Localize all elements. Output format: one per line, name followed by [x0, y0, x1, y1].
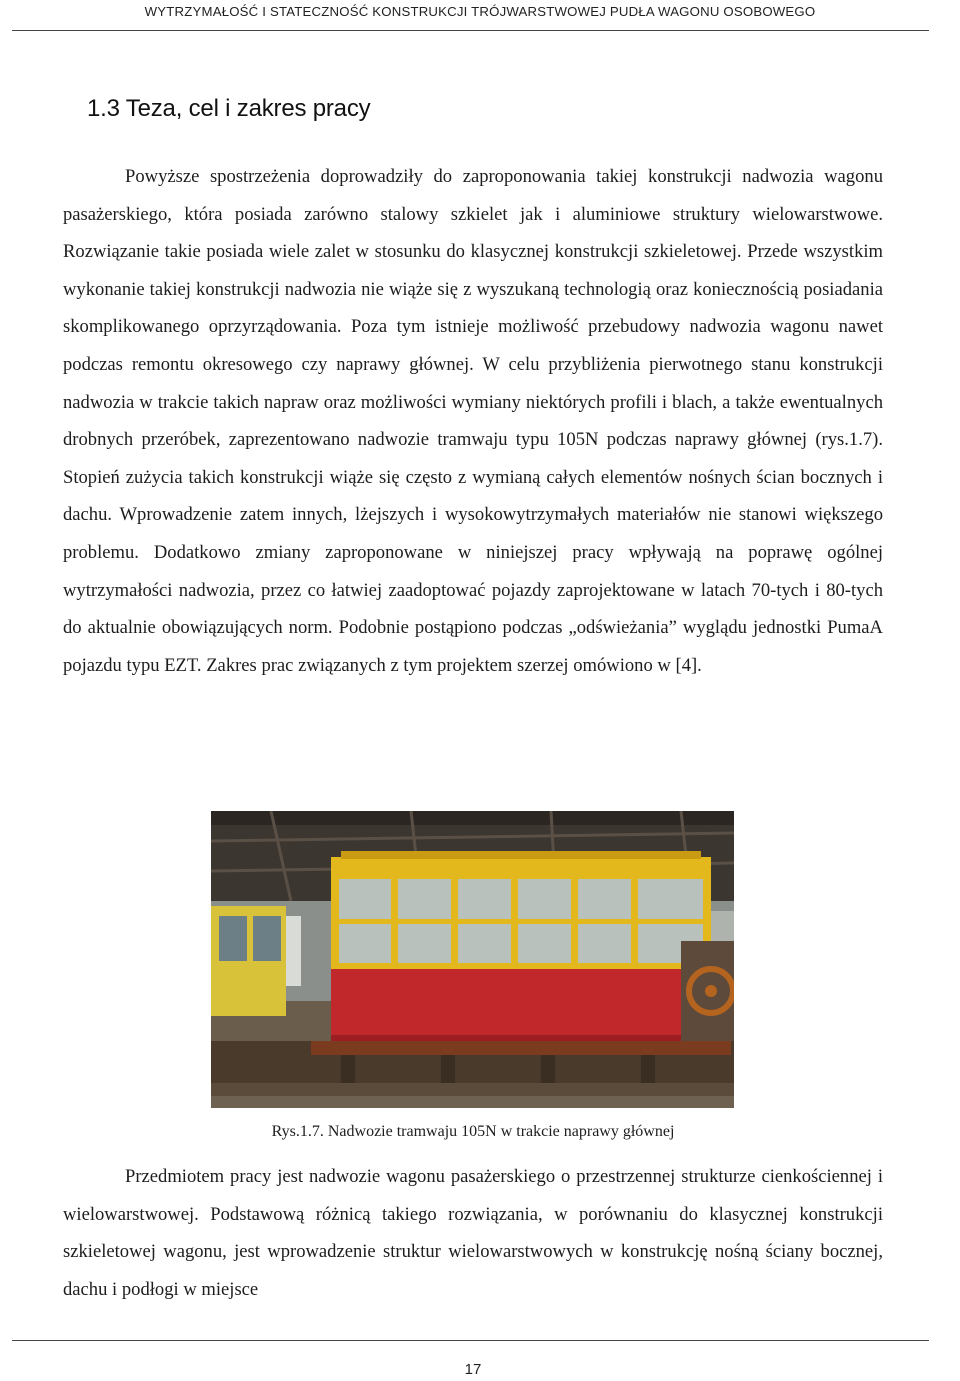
tram-photo-illustration — [211, 811, 734, 1108]
figure-caption: Rys.1.7. Nadwozie tramwaju 105N w trakcie naprawy głównej — [271, 1123, 675, 1140]
running-header: WYTRZYMAŁOŚĆ I STATECZNOŚĆ KONSTRUKCJI TRÓJWARSTWOWEJ PUDŁA WAGONU OSOBOWEGO — [144, 4, 816, 19]
footer-rule — [12, 1340, 929, 1341]
page-number: 17 — [464, 1361, 482, 1378]
paragraph-thesis: Powyższe spostrzeżenia doprowadziły do zaproponowania takiej konstrukcji nadwozia wagonu pasażerskiego, która posiada zarówno stalowy szkielet jak i aluminiowe struktury wielowarstwowe. Rozwiązanie takie posiada wiele zalet w stosunku do klasycznej konstrukcji szkieletowej. Przede wszystkim wykonanie takiej konstrukcji nadwozia nie wiąże się z wyszukaną technologią oraz koniecznością posiadania skomplikowanego oprzyrządowania. Poza tym istnieje możliwość przebudowy nadwozia wagonu nawet podczas remontu okresowego czy naprawy głównej. W celu przybliżenia pierwotnego stanu konstrukcji nadwozia w trakcie takich napraw oraz możliwości wymiany niektórych profili i blach, a także ewentualnych drobnych przeróbek, zaprezentowano nadwozie tramwaju typu 105N podczas naprawy głównej (rys.1.7). Stopień zużycia takich konstrukcji wiąże się często z wymianą całych elementów nośnych ścian bocznych i dachu. Wprowadzenie zatem innych, lżejszych i wysokowytrzymałych materiałów nie stanowi większego problemu. Dodatkowo zmiany zaproponowane w niniejszej pracy wpływają na poprawę ogólnej wytrzymałości nadwozia, przez co łatwiej zaadoptować pojazdy zaprojektowane w latach 70-tych i 80-tych do aktualnie obowiązujących norm. Podobnie postąpiono podczas „odświeżania” wyglądu jednostki PumaA pojazdu typu EZT. Zakres prac związanych z tym projektem szerzej omówiono w [4]. — [63, 166, 883, 676]
section-title: 1.3 Teza, cel i zakres pracy — [87, 95, 371, 122]
paragraph-subject: Przedmiotem pracy jest nadwozie wagonu pasażerskiego o przestrzennej strukturze cienkościennej i wielowarstwowej. Podstawową różnicą takiego rozwiązania, w porównaniu do klasycznej konstrukcji szkieletowej wagonu, jest wprowadzenie struktur wielowarstwowych w konstrukcję nośną ściany bocznej, dachu i podłogi w miejsce — [63, 1166, 883, 1300]
figure-photo-tram-body — [211, 811, 734, 1108]
header-rule — [12, 30, 929, 31]
